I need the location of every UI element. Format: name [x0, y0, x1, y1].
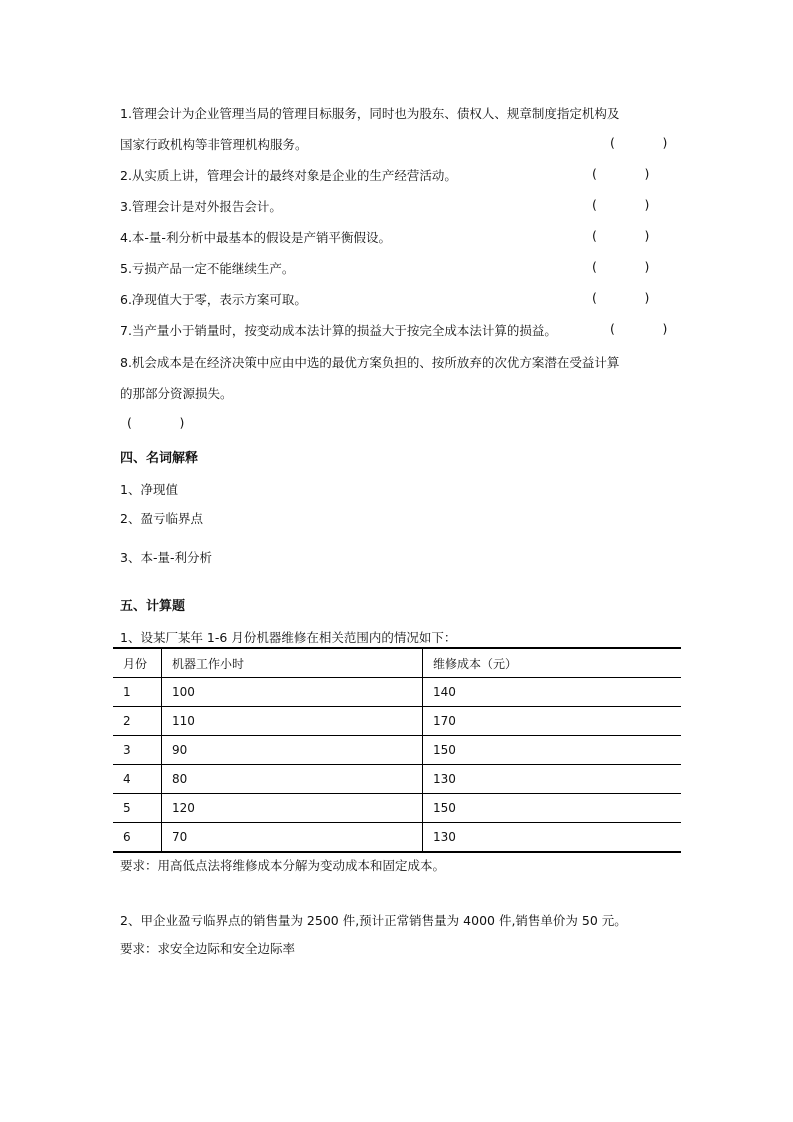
- cell-hours: 110: [162, 707, 423, 736]
- question-1-line-1: 1.管理会计为企业管理当局的管理目标服务，同时也为股东、债权人、规章制度指定机构及: [120, 106, 620, 121]
- cell-cost: 150: [423, 794, 682, 823]
- answer-blank-4[interactable]: ( ): [592, 228, 650, 243]
- maintenance-table: [113, 647, 681, 853]
- table-row: [113, 823, 681, 853]
- cell-hours: 100: [162, 678, 423, 707]
- cell-hours: 80: [162, 765, 423, 794]
- cell-cost: 130: [423, 823, 682, 853]
- table-row: [113, 678, 681, 707]
- table-row: [113, 794, 681, 823]
- answer-blank-3[interactable]: ( ): [592, 197, 650, 212]
- table-row: [113, 736, 681, 765]
- answer-blank-5[interactable]: ( ): [592, 259, 650, 274]
- cell-cost: 170: [423, 707, 682, 736]
- cell-hours: 90: [162, 736, 423, 765]
- section-heading-terms: 四、名词解释: [120, 451, 199, 466]
- question-8-line-2: 的那部分资源损失。: [120, 386, 233, 401]
- column-header-month: 月份: [113, 648, 162, 678]
- question-5: 5.亏损产品一定不能继续生产。: [120, 261, 295, 276]
- table-row: [113, 765, 681, 794]
- problem-1-intro: 1、设某厂某年 1-6 月份机器维修在相关范围内的情况如下：: [120, 630, 457, 645]
- problem-1-requirement: 要求：用高低点法将维修成本分解为变动成本和固定成本。: [120, 858, 446, 873]
- question-7: 7.当产量小于销量时，按变动成本法计算的损益大于按完全成本法计算的损益。: [120, 323, 557, 338]
- question-8-line-1: 8.机会成本是在经济决策中应由中选的最优方案负担的、按所放弃的次优方案潜在受益计算: [120, 355, 620, 370]
- cell-hours: 70: [162, 823, 423, 853]
- term-item: 2、盈亏临界点: [120, 511, 203, 526]
- answer-blank-1[interactable]: ( ): [610, 135, 668, 150]
- answer-blank-8[interactable]: ( ): [127, 415, 185, 430]
- cell-month: 4: [113, 765, 162, 794]
- problem-2-text: 2、甲企业盈亏临界点的销售量为 2500 件,预计正常销售量为 4000 件,销售单价为 50 元。: [120, 913, 627, 928]
- answer-blank-2[interactable]: ( ): [592, 166, 650, 181]
- cell-month: 5: [113, 794, 162, 823]
- cell-hours: 120: [162, 794, 423, 823]
- answer-blank-6[interactable]: ( ): [592, 290, 650, 305]
- cell-cost: 150: [423, 736, 682, 765]
- question-2: 2.从实质上讲，管理会计的最终对象是企业的生产经营活动。: [120, 168, 457, 183]
- cell-month: 3: [113, 736, 162, 765]
- cell-cost: 130: [423, 765, 682, 794]
- problem-2-requirement: 要求：求安全边际和安全边际率: [120, 941, 296, 956]
- term-item: 3、本-量-利分析: [120, 550, 212, 565]
- column-header-cost: 维修成本（元）: [423, 648, 682, 678]
- column-header-hours: 机器工作小时: [162, 648, 423, 678]
- question-4: 4.本-量-利分析中最基本的假设是产销平衡假设。: [120, 230, 391, 245]
- question-6: 6.净现值大于零，表示方案可取。: [120, 292, 307, 307]
- question-3: 3.管理会计是对外报告会计。: [120, 199, 282, 214]
- term-item: 1、净现值: [120, 482, 178, 497]
- cell-month: 1: [113, 678, 162, 707]
- table-row: [113, 707, 681, 736]
- cell-cost: 140: [423, 678, 682, 707]
- cell-month: 6: [113, 823, 162, 853]
- section-heading-calc: 五、计算题: [120, 599, 186, 614]
- table-header-row: [113, 648, 681, 678]
- question-1-line-2: 国家行政机构等非管理机构服务。: [120, 137, 308, 152]
- cell-month: 2: [113, 707, 162, 736]
- answer-blank-7[interactable]: ( ): [610, 321, 668, 336]
